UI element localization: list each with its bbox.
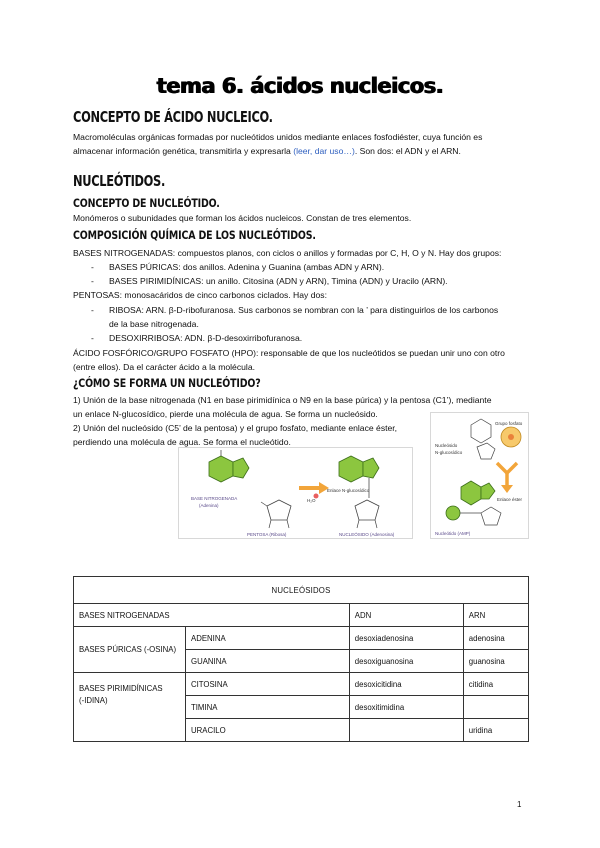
page-title: tema 6. ácidos nucleicos. [156,74,444,98]
inline-note: (leer, dar uso…) [293,146,355,156]
table-cell [349,719,463,742]
figure-label: Nucleósido [435,443,458,448]
table-cell [463,696,528,719]
table-row [74,673,529,696]
figure-label: Enlace N-glucosídico [327,488,370,493]
table-header-row [74,604,529,627]
figure-label: BASE NITROGENADA [191,496,238,501]
paragraph-line: ÁCIDO FOSFÓRICO/GRUPO FOSFATO (HPO): responsable de que los nucleótidos se puedan unir uno con otro [73,348,505,358]
nucleosides-table [73,576,529,742]
table-cell: desoxitimidina [349,696,463,719]
paragraph-line [73,145,461,157]
paragraph-line: un enlace N-glucosídico, pierde una molécula de agua. Se forma un nucleósido. [73,409,378,419]
figure-label: Grupo fosfato [495,421,523,426]
paragraph-line: 1) Unión de la base nitrogenada (N1 en base pirimidínica o N9 en la base púrica) y la pentosa (C1’), mediante [73,395,492,405]
list-item: - DESOXIRRIBOSA: ADN. β-D-desoxirribofuranosa. [91,333,303,343]
figure-label: PENTOSA (Ribosa) [247,532,287,537]
paragraph-text: almacenar información genética, transmitirla y expresarla [73,146,294,156]
subheading-como-se-forma: ¿CÓMO SE FORMA UN NUCLEÓTIDO? [73,376,261,390]
paragraph-line: Monómeros o subunidades que forman los ácidos nucleicos. Constan de tres elementos. [73,213,412,223]
page-number: 1 [517,800,522,809]
figure-label: H₂O [307,498,316,503]
table-group-cell [74,673,186,742]
table-cell: citidina [463,673,528,696]
paragraph-line: perdiendo una molécula de agua. Se forma el nucleótido. [73,437,291,447]
heading-nucleotidos: NUCLEÓTIDOS. [73,172,165,190]
table-cell: CITOSINA [186,673,350,696]
table-cell: URACILO [186,719,350,742]
list-item: - BASES PIRIMIDÍNICAS: un anillo. Citosina (ADN y ARN), Timina (ADN) y Uracilo (ARN). [91,276,448,286]
list-item: - RIBOSA: ARN. β-D-ribofuranosa. Sus carbonos se nombran con la ’ para distinguirlos de los carbonos [91,305,499,315]
table-cell: TIMINA [186,696,350,719]
nucleoside-diagram [179,448,414,540]
table-cell: desoxiadenosina [349,627,463,650]
figure-label: NUCLEÓSIDO (Adenosina) [339,532,395,537]
nucleotide-diagram [431,413,530,540]
paragraph-line: PENTOSAS: monosacáridos de cinco carbonos ciclados. Hay dos: [73,290,327,300]
paragraph-line: 2) Unión del nucleósido (C5’ de la pentosa) y el grupo fosfato, mediante enlace éster, [73,423,398,433]
figure-label: (Adenina) [199,503,219,508]
table-header-cell: ADN [349,604,463,627]
subheading-composicion: COMPOSICIÓN QUÍMICA DE LOS NUCLEÓTIDOS. [73,228,316,242]
table-group-cell: BASES PÚRICAS (-OSINA) [74,627,186,673]
figure-label: Nucleótido (AMP) [435,531,471,536]
table-caption: NUCLEÓSIDOS [74,577,529,604]
list-item: - BASES PÚRICAS: dos anillos. Adenina y Guanina (ambas ADN y ARN). [91,262,385,272]
table-cell: adenosina [463,627,528,650]
table-row [74,627,529,650]
paragraph-line: Macromoléculas orgánicas formadas por nucleótidos unidos mediante enlaces fosfodiéster, cuya función es [73,132,483,142]
table-cell: uridina [463,719,528,742]
nucleotide-formation-figure [430,412,529,539]
table-cell: ADENINA [186,627,350,650]
paragraph-line: (entre ellos). Da el carácter ácido a la molécula. [73,362,255,372]
table-cell: guanosina [463,650,528,673]
subheading-concepto-nucleotido: CONCEPTO DE NUCLEÓTIDO. [73,196,220,210]
nucleoside-formation-figure [178,447,413,539]
figure-label: N-glucosídico [435,450,463,455]
table-group-text: BASES PIRIMIDÍNICAS [79,684,163,693]
list-item-continuation: de la base nitrogenada. [109,319,199,329]
table-group-text: (-IDINA) [79,696,108,705]
table-header-cell: BASES NITROGENADAS [74,604,350,627]
paragraph-text: . Son dos: el ADN y el ARN. [354,146,461,156]
figure-label: Enlace éster [497,497,523,502]
table-cell: desoxicitidina [349,673,463,696]
table-cell: desoxiguanosina [349,650,463,673]
table-cell: GUANINA [186,650,350,673]
table-header-cell: ARN [463,604,528,627]
heading-concepto-acido-nucleico: CONCEPTO DE ÁCIDO NUCLEICO. [73,108,273,126]
paragraph-line: BASES NITROGENADAS: compuestos planos, con ciclos o anillos y formadas por C, H, O y N. Hay dos grupos: [73,248,502,258]
